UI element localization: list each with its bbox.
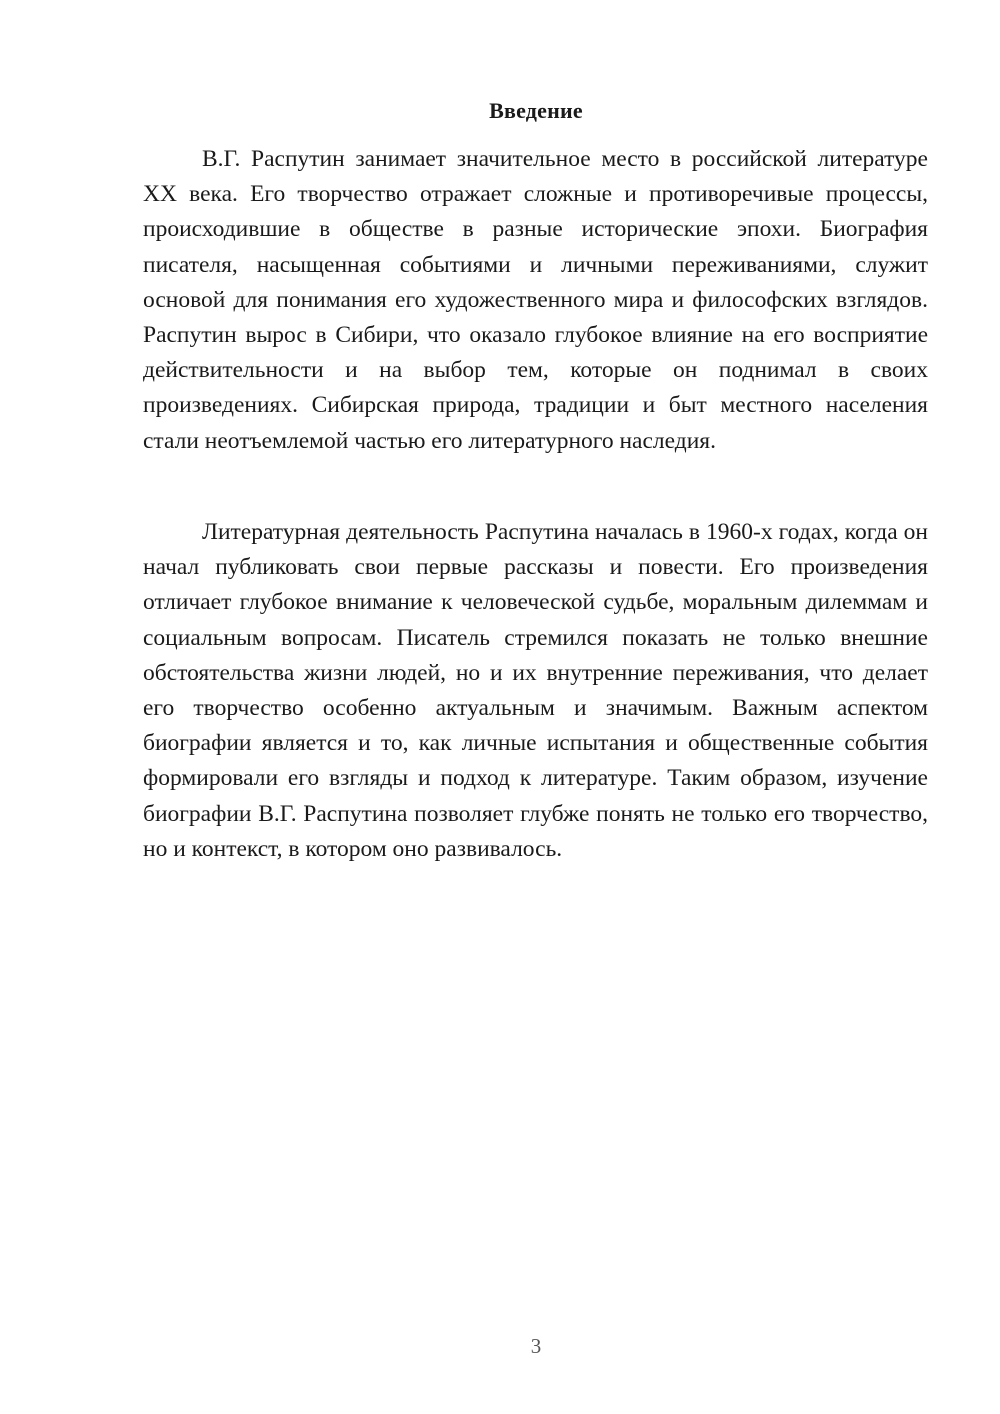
paragraph-1: В.Г. Распутин занимает значительное место в российской литературе XX века. Его творчество отражает сложные и противоречивые процессы, происходившие в обществе в разные исторические эпохи. Биография писателя, насыщенная событиями и личными переживаниями, служит основой для понимания его художественного мира и философских взглядов. Распутин вырос в Сибири, что оказало глубокое влияние на его восприятие действительности и на выбор тем, которые он поднимал в своих произведениях. Сибирская природа, традиции и быт местного населения стали неотъемлемой частью его литературного наследия. xyxy=(143,146,928,454)
page-number: 3 xyxy=(530,1334,542,1358)
page-title: Введение xyxy=(489,98,583,123)
paragraph-2: Литературная деятельность Распутина началась в 1960-х годах, когда он начал публиковать свои первые рассказы и повести. Его произведения отличает глубокое внимание к человеческой судьбе, моральным дилеммам и социальным вопросам. Писатель стремился показать не только внешние обстоятельства жизни людей, но и их внутренние переживания, что делает его творчество особенно актуальным и значимым. Важным аспектом биографии является и то, как личные испытания и общественные события формировали его взгляды и подход к литературе. Таким образом, изучение биографии В.Г. Распутина позволяет глубже понять не только его творчество, но и контекст, в котором оно развивалось. xyxy=(143,519,928,862)
